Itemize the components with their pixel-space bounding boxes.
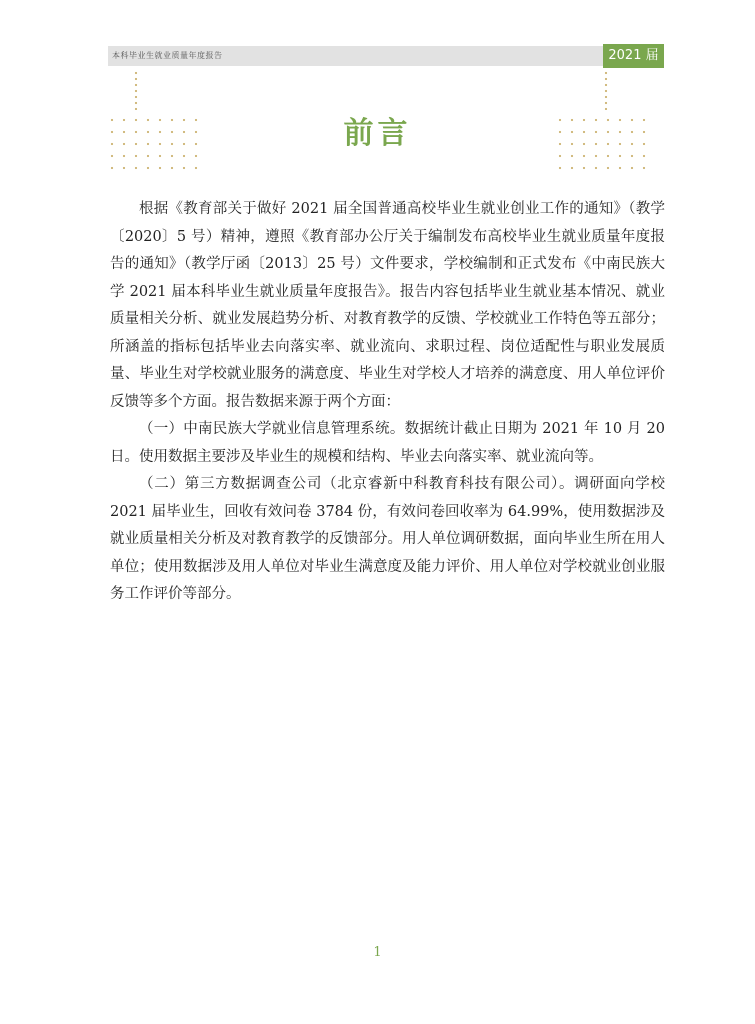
year-badge: 2021 届: [603, 44, 664, 68]
decorative-dot-line-right: [604, 70, 608, 110]
report-title: 本科毕业生就业质量年度报告: [112, 51, 223, 60]
body-content: [110, 196, 665, 609]
paragraph-intro: 根据《教育部关于做好 2021 届全国普通高校毕业生就业创业工作的通知》（教学〔2020〕5 号）精神，遵照《教育部办公厅关于编制发布高校毕业生就业质量年度报告的通知》（教学厅函〔2013〕25 号）文件要求，学校编制和正式发布《中南民族大学 2021 届本科毕业生就业质量年度报告》。报告内容包括毕业生就业基本情况、就业质量相关分析、就业发展趋势分析、对教育教学的反馈、学校就业工作特色等五部分；所涵盖的指标包括毕业去向落实率、就业流向、求职过程、岗位适配性与职业发展质量、毕业生对学校就业服务的满意度、毕业生对学校人才培养的满意度、用人单位评价反馈等多个方面。报告数据来源于两个方面：: [110, 201, 665, 410]
decorative-dot-line-left: [134, 70, 138, 110]
paragraph-source-2: （二）第三方数据调查公司（北京睿新中科教育科技有限公司）。调研面向学校 2021 届毕业生，回收有效问卷 3784 份，有效问卷回收率为 64.99%，使用数据涉及就业质量相关分析及对教育教学的反馈部分。用人单位调研数据，面向毕业生所在用人单位；使用数据涉及用人单位对毕业生满意度及能力评价、用人单位对学校就业创业服务工作评价等部分。: [110, 476, 665, 602]
page-title: 前言: [343, 116, 412, 151]
paragraph-source-1: （一）中南民族大学就业信息管理系统。数据统计截止日期为 2021 年 10 月 20 日。使用数据主要涉及毕业生的规模和结构、毕业去向落实率、就业流向等。: [110, 421, 665, 465]
page-number: 1: [373, 945, 382, 960]
